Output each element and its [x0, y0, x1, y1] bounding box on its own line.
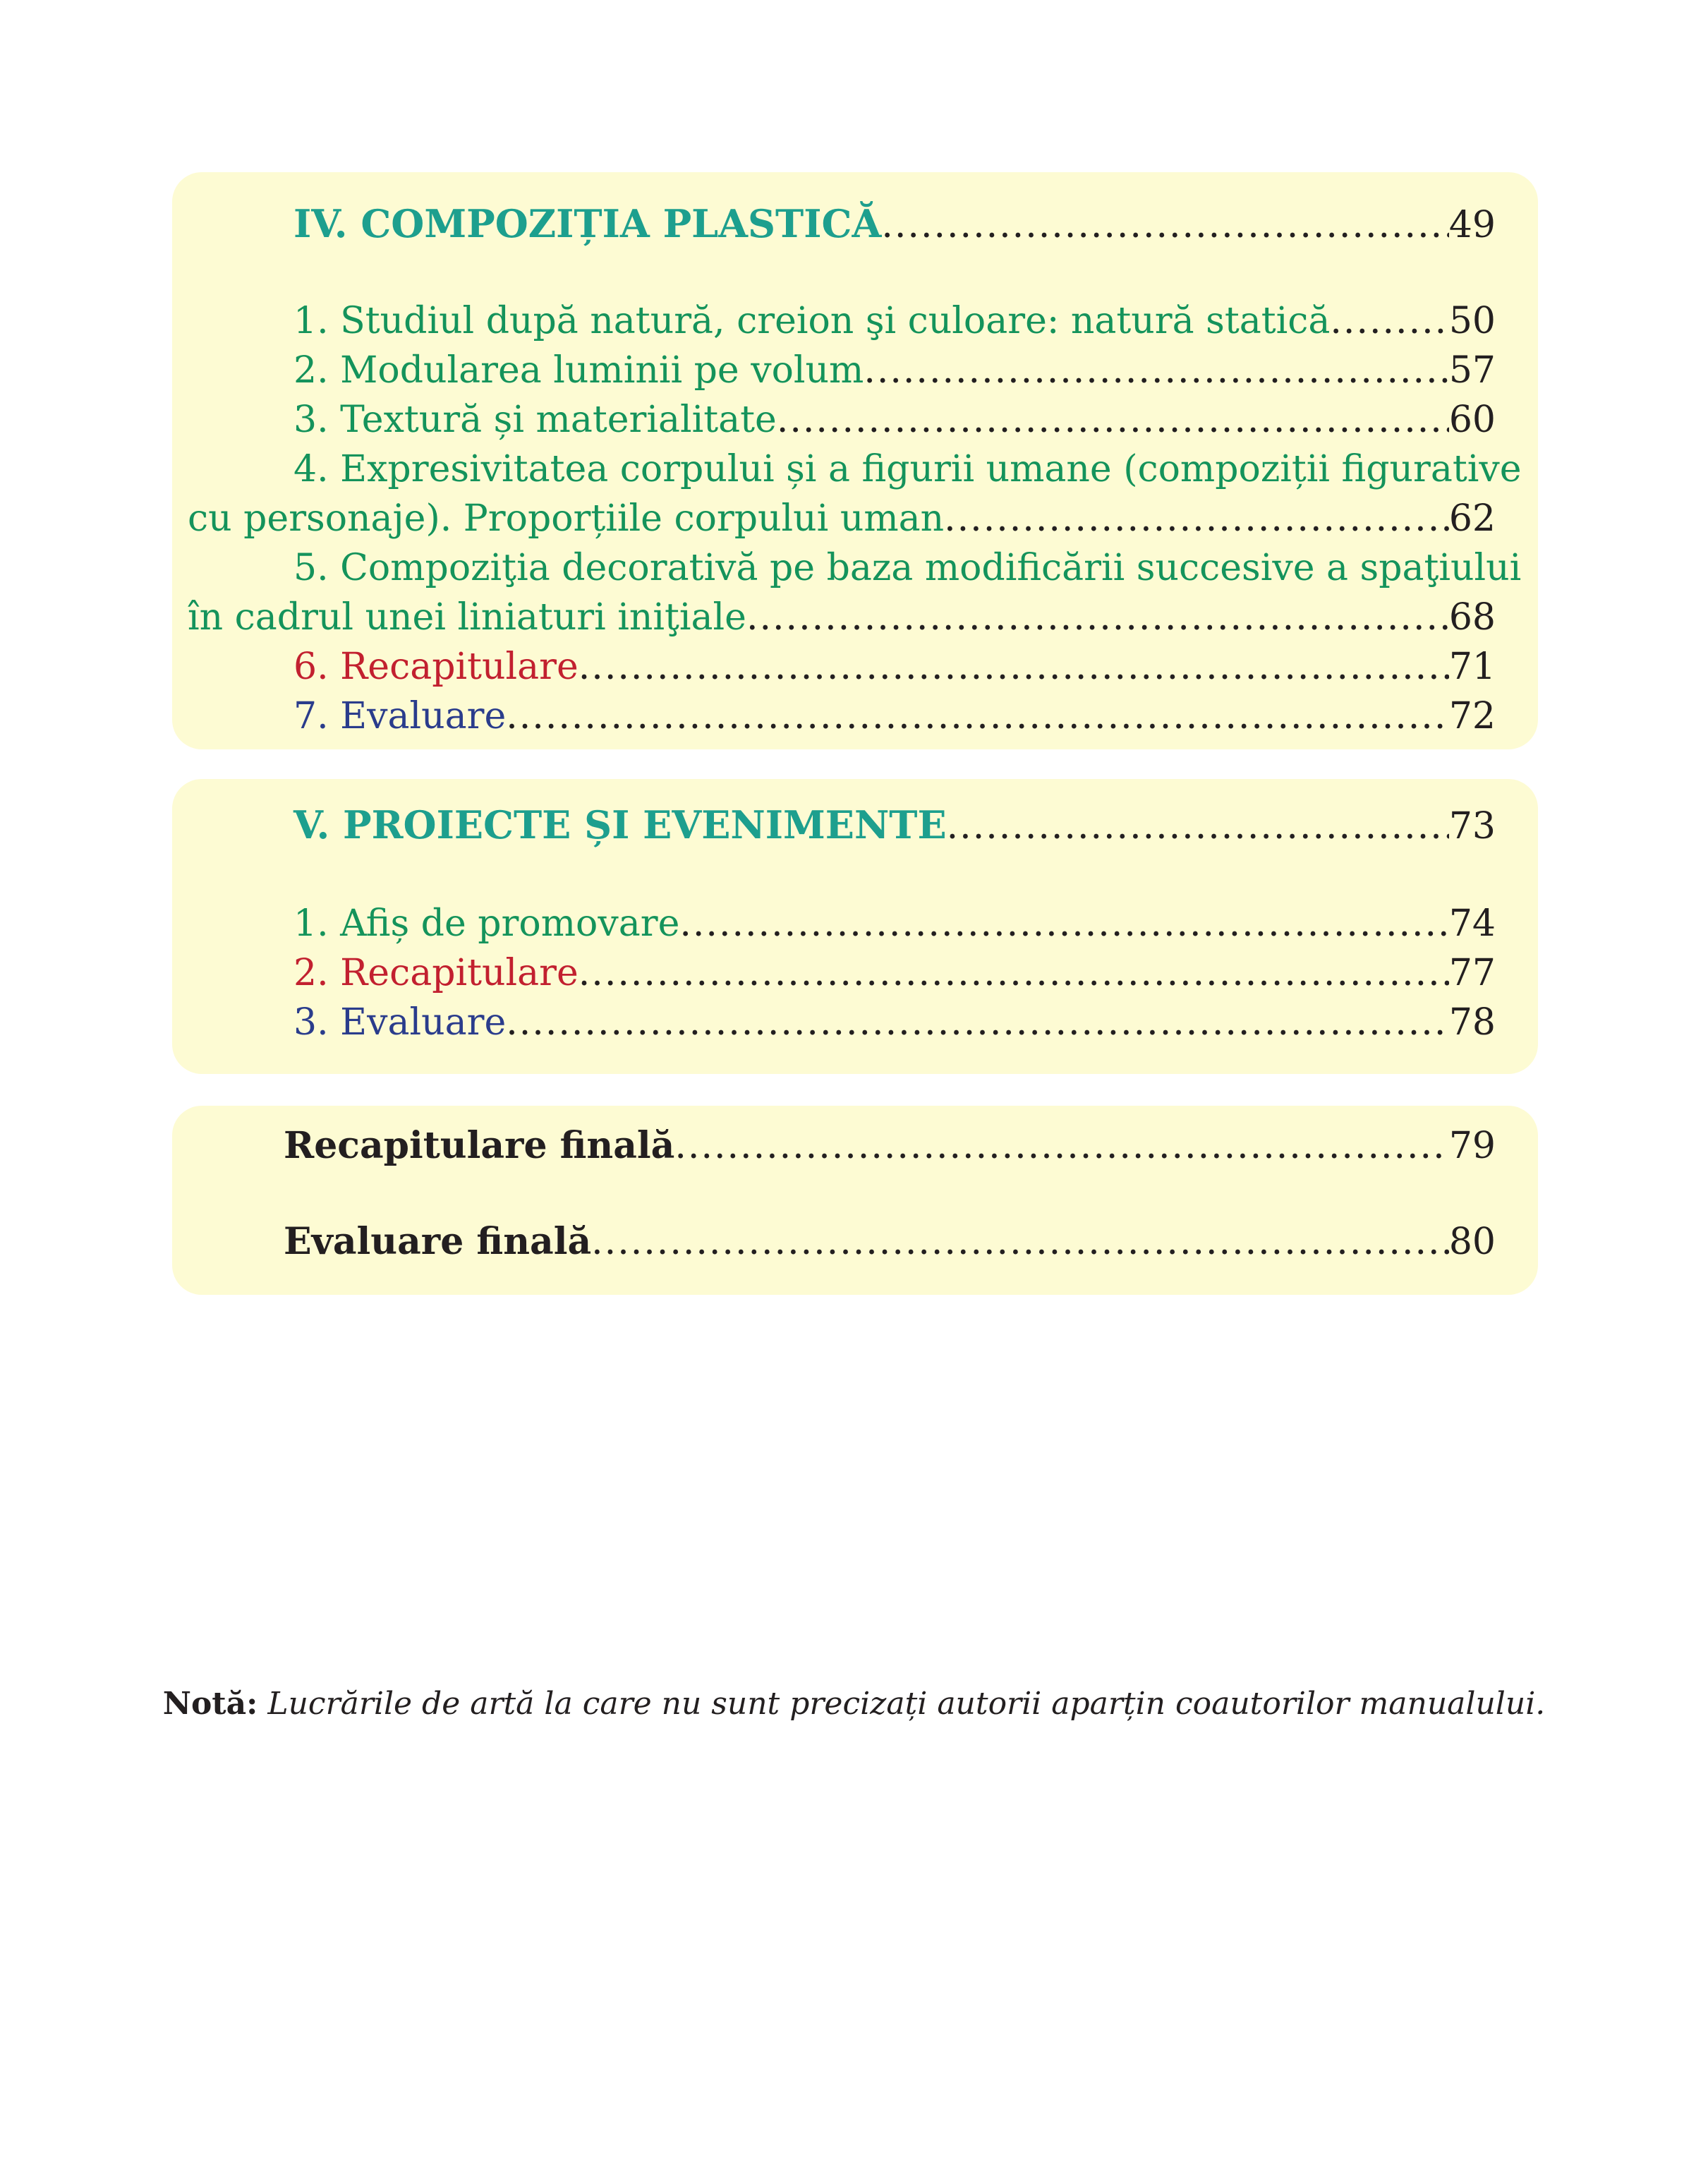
toc-page-number: 72	[1448, 695, 1496, 737]
toc-page-number: 62	[1448, 497, 1496, 540]
toc-leader-dots	[944, 494, 1449, 543]
toc-item-recapitulare[interactable]	[172, 948, 1538, 998]
toc-page-number: 79	[1448, 1125, 1496, 1167]
toc-leader-dots	[947, 802, 1449, 850]
footnote-text: Lucrările de artă la care nu sunt precizați autorii aparțin coautorilor manualului.	[267, 1686, 1546, 1722]
toc-item-final-eval[interactable]	[172, 1217, 1538, 1267]
toc-heading-v[interactable]	[172, 800, 1538, 850]
toc-item-title: 2. Modularea luminii pe volum	[293, 349, 864, 392]
toc-item-title: 5. Compoziţia decorativă pe baza modificării succesive a spaţiului	[293, 547, 1522, 589]
toc-page-number: 71	[1448, 646, 1496, 688]
toc-leader-dots	[1330, 296, 1448, 346]
toc-page-number: 80	[1448, 1221, 1496, 1263]
toc-heading-title: V. PROIECTE ȘI EVENIMENTE	[293, 802, 947, 847]
toc-item-line-1[interactable]	[172, 543, 1538, 593]
toc-item-recapitulare[interactable]	[172, 642, 1538, 692]
toc-page-number: 74	[1448, 903, 1496, 945]
toc-item-line-1[interactable]	[172, 445, 1538, 494]
toc-leader-dots	[579, 642, 1449, 692]
toc-item[interactable]	[172, 899, 1538, 948]
toc-item-line-2[interactable]	[172, 593, 1538, 642]
toc-page-number: 49	[1448, 204, 1496, 246]
toc-item-title: Recapitulare finală	[284, 1124, 675, 1167]
toc-leader-dots	[881, 200, 1448, 248]
toc-page-number: 50	[1448, 300, 1496, 342]
toc-item-title: 1. Studiul după natură, creion şi culoare: natură statică	[293, 300, 1331, 342]
toc-section-v	[172, 779, 1538, 1074]
toc-item-title: 3. Textură și materialitate	[293, 399, 777, 441]
footnote	[0, 1683, 1708, 1725]
toc-item-title: Evaluare finală	[284, 1220, 592, 1263]
footnote-label: Notă:	[162, 1686, 258, 1722]
toc-page-number: 78	[1448, 1001, 1496, 1044]
toc-section-final	[172, 1106, 1538, 1295]
toc-item-evaluare[interactable]	[172, 692, 1538, 741]
toc-page-number: 73	[1448, 805, 1496, 847]
toc-item-title-cont: cu personaje). Proporțiile corpului uman	[188, 497, 945, 540]
toc-item-title: 3. Evaluare	[293, 1001, 507, 1044]
toc-leader-dots	[746, 593, 1449, 642]
toc-item-title: 4. Expresivitatea corpului și a figurii umane (compoziții figurative	[293, 448, 1522, 490]
toc-item-title: 6. Recapitulare	[293, 646, 579, 688]
toc-leader-dots	[579, 948, 1449, 998]
toc-leader-dots	[679, 899, 1448, 948]
toc-page-number: 60	[1448, 399, 1496, 441]
toc-leader-dots	[864, 346, 1449, 395]
toc-item-line-2[interactable]	[172, 494, 1538, 543]
toc-item[interactable]	[172, 395, 1538, 445]
toc-leader-dots	[506, 692, 1449, 741]
toc-item-evaluare[interactable]	[172, 998, 1538, 1047]
toc-heading-iv[interactable]	[172, 199, 1538, 248]
toc-page-number: 77	[1448, 952, 1496, 994]
toc-item[interactable]	[172, 346, 1538, 395]
toc-leader-dots	[506, 998, 1449, 1047]
toc-item[interactable]	[172, 296, 1538, 346]
toc-leader-dots	[591, 1217, 1449, 1267]
toc-item-title: 7. Evaluare	[293, 695, 507, 737]
toc-item-title: 2. Recapitulare	[293, 952, 579, 994]
toc-page-number: 57	[1448, 349, 1496, 392]
toc-leader-dots	[777, 395, 1449, 445]
toc-heading-title: IV. COMPOZIȚIA PLASTICĂ	[293, 201, 882, 246]
toc-item-final-recap[interactable]	[172, 1121, 1538, 1171]
toc-item-title: 1. Afiș de promovare	[293, 903, 680, 945]
toc-page-number: 68	[1448, 596, 1496, 639]
toc-item-title-cont: în cadrul unei liniaturi iniţiale	[188, 596, 746, 639]
toc-leader-dots	[674, 1121, 1448, 1171]
toc-section-iv	[172, 172, 1538, 749]
